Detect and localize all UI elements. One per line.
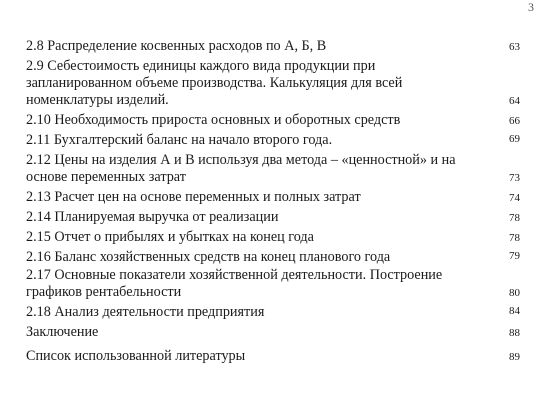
toc-entry-title: 2.17 Основные показатели хозяйственной деятельности. Построение графиков рентабельности <box>26 267 443 300</box>
toc-entry-title: Заключение <box>26 324 99 340</box>
table-of-contents <box>26 38 520 368</box>
toc-entry-title: 2.14 Планируемая выручка от реализации <box>26 209 279 225</box>
toc-entry-page: 63 <box>509 41 520 53</box>
toc-entry-page: 84 <box>509 305 520 317</box>
toc-entry-title: 2.12 Цены на изделия А и В используя два метода – «ценностной» и на основе переменных затрат <box>26 152 456 185</box>
toc-entry-title: 2.11 Бухгалтерский баланс на начало второго года. <box>26 132 333 148</box>
toc-entry-page: 79 <box>509 250 520 262</box>
toc-entry <box>26 324 520 341</box>
toc-entry-title: 2.15 Отчет о прибылях и убытках на конец года <box>26 229 314 245</box>
toc-entry-page: 64 <box>509 95 520 107</box>
toc-entry-page: 73 <box>509 172 520 184</box>
toc-entry-page: 78 <box>509 232 520 244</box>
toc-entry-title: 2.9 Себестоимость единицы каждого вида продукции при запланированном объеме производства. Калькуляция для всей номенклатуры изделий. <box>26 58 403 108</box>
toc-entry <box>26 229 520 246</box>
toc-entry <box>26 304 520 321</box>
toc-entry-page: 69 <box>509 133 520 145</box>
toc-entry-page: 78 <box>509 212 520 224</box>
toc-entry <box>26 348 520 365</box>
toc-entry <box>26 189 520 206</box>
toc-entry-title: Список использованной литературы <box>26 348 246 364</box>
page-number: 3 <box>528 0 534 14</box>
toc-entry <box>26 58 520 109</box>
toc-entry-title: 2.18 Анализ деятельности предприятия <box>26 304 265 320</box>
toc-entry-title: 2.10 Необходимость прироста основных и оборотных средств <box>26 112 401 128</box>
toc-entry-page: 80 <box>509 287 520 299</box>
toc-entry-page: 74 <box>509 192 520 204</box>
toc-entry <box>26 112 520 129</box>
toc-entry <box>26 267 520 301</box>
toc-entry-page: 66 <box>509 115 520 127</box>
toc-entry-title: 2.16 Баланс хозяйственных средств на конец планового года <box>26 249 391 265</box>
toc-entry <box>26 38 520 55</box>
toc-entry <box>26 132 520 149</box>
toc-entry-page: 88 <box>509 327 520 339</box>
toc-entry <box>26 249 520 266</box>
toc-entry <box>26 152 520 186</box>
toc-entry <box>26 209 520 226</box>
toc-entry-title: 2.13 Расчет цен на основе переменных и полных затрат <box>26 189 361 205</box>
toc-entry-title: 2.8 Распределение косвенных расходов по А, Б, В <box>26 38 327 54</box>
toc-entry-page: 89 <box>509 351 520 363</box>
